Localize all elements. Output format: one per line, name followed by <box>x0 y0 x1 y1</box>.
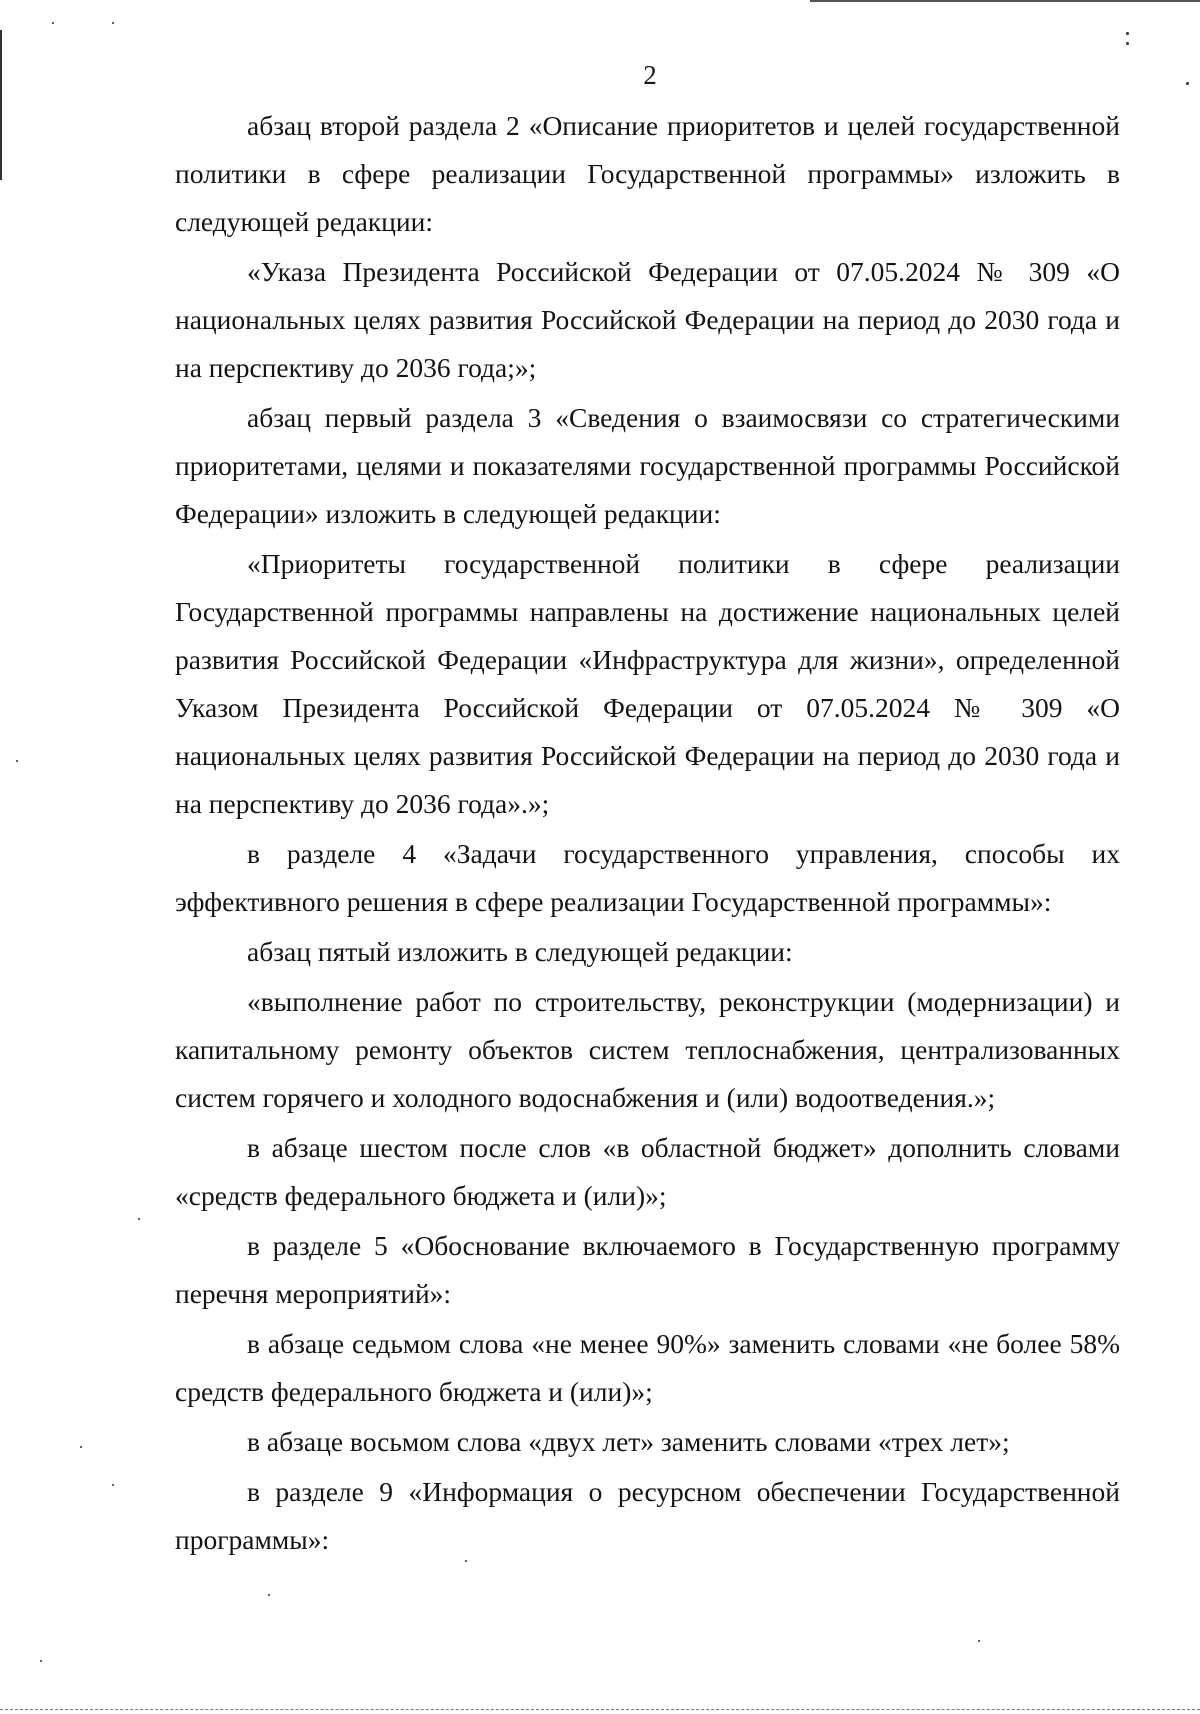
scan-speck <box>112 1484 114 1486</box>
paragraph: абзац второй раздела 2 «Описание приоритетов и целей государственной политики в сфере реализации Государственной программы» изложить в следующей редакции: <box>175 110 1120 237</box>
page-number: 2 <box>643 60 657 90</box>
paragraph: в разделе 4 «Задачи государственного управления, способы их эффективного решения в сфере реализации Государственной программы»: <box>175 838 1120 917</box>
paragraph: абзац первый раздела 3 «Сведения о взаимосвязи со стратегическими приоритетами, целями и показателями государственной программы Российской Федерации» изложить в следующей редакции: <box>175 402 1120 529</box>
scan-speck <box>1126 32 1129 35</box>
paragraph: в абзаце седьмом слова «не менее 90%» заменить словами «не более 58% средств федерального бюджета и (или)»; <box>175 1328 1120 1407</box>
scan-speck <box>978 1640 980 1642</box>
paragraph: «выполнение работ по строительству, реконструкции (модернизации) и капитальному ремонту объектов систем теплоснабжения, централизованных систем горячего и холодного водоснабжения и (или) водоотведения.»; <box>175 986 1120 1113</box>
paragraph: абзац пятый изложить в следующей редакции: <box>247 936 793 967</box>
scan-edge-top <box>810 0 1200 2</box>
document-body <box>175 102 1120 1564</box>
scan-speck <box>40 1660 42 1662</box>
scan-speck <box>1126 42 1129 45</box>
paragraph: в разделе 5 «Обоснование включаемого в Государственную программу перечня мероприятий»: <box>175 1230 1120 1309</box>
paragraph: в абзаце шестом после слов «в областной бюджет» дополнить словами «средств федерального бюджета и (или)»; <box>175 1132 1120 1211</box>
scan-speck <box>268 1594 270 1596</box>
scan-speck <box>16 760 18 762</box>
paragraph: в разделе 9 «Информация о ресурсном обеспечении Государственной программы»: <box>175 1476 1120 1555</box>
scan-edge-left <box>0 30 2 180</box>
scan-speck <box>112 22 114 24</box>
paragraph: «Указа Президента Российской Федерации от 07.05.2024 № 309 «О национальных целях развития Российской Федерации на период до 2030 года и на перспективу до 2036 года;»; <box>175 256 1120 383</box>
scan-edge-bottom <box>0 1709 1200 1710</box>
scan-speck <box>138 1218 140 1220</box>
scan-speck <box>80 1446 82 1448</box>
paragraph: «Приоритеты государственной политики в сфере реализации Государственной программы направлены на достижение национальных целей развития Российской Федерации «Инфраструктура для жизни», определенной Указом Президента Российской Федерации от 07.05.2024 № 309 «О национальных целях развития Российской Федерации на период до 2030 года и на перспективу до 2036 года».»; <box>175 548 1120 819</box>
scan-speck <box>52 22 54 24</box>
paragraph: в абзаце восьмом слова «двух лет» заменить словами «трех лет»; <box>247 1426 1010 1457</box>
